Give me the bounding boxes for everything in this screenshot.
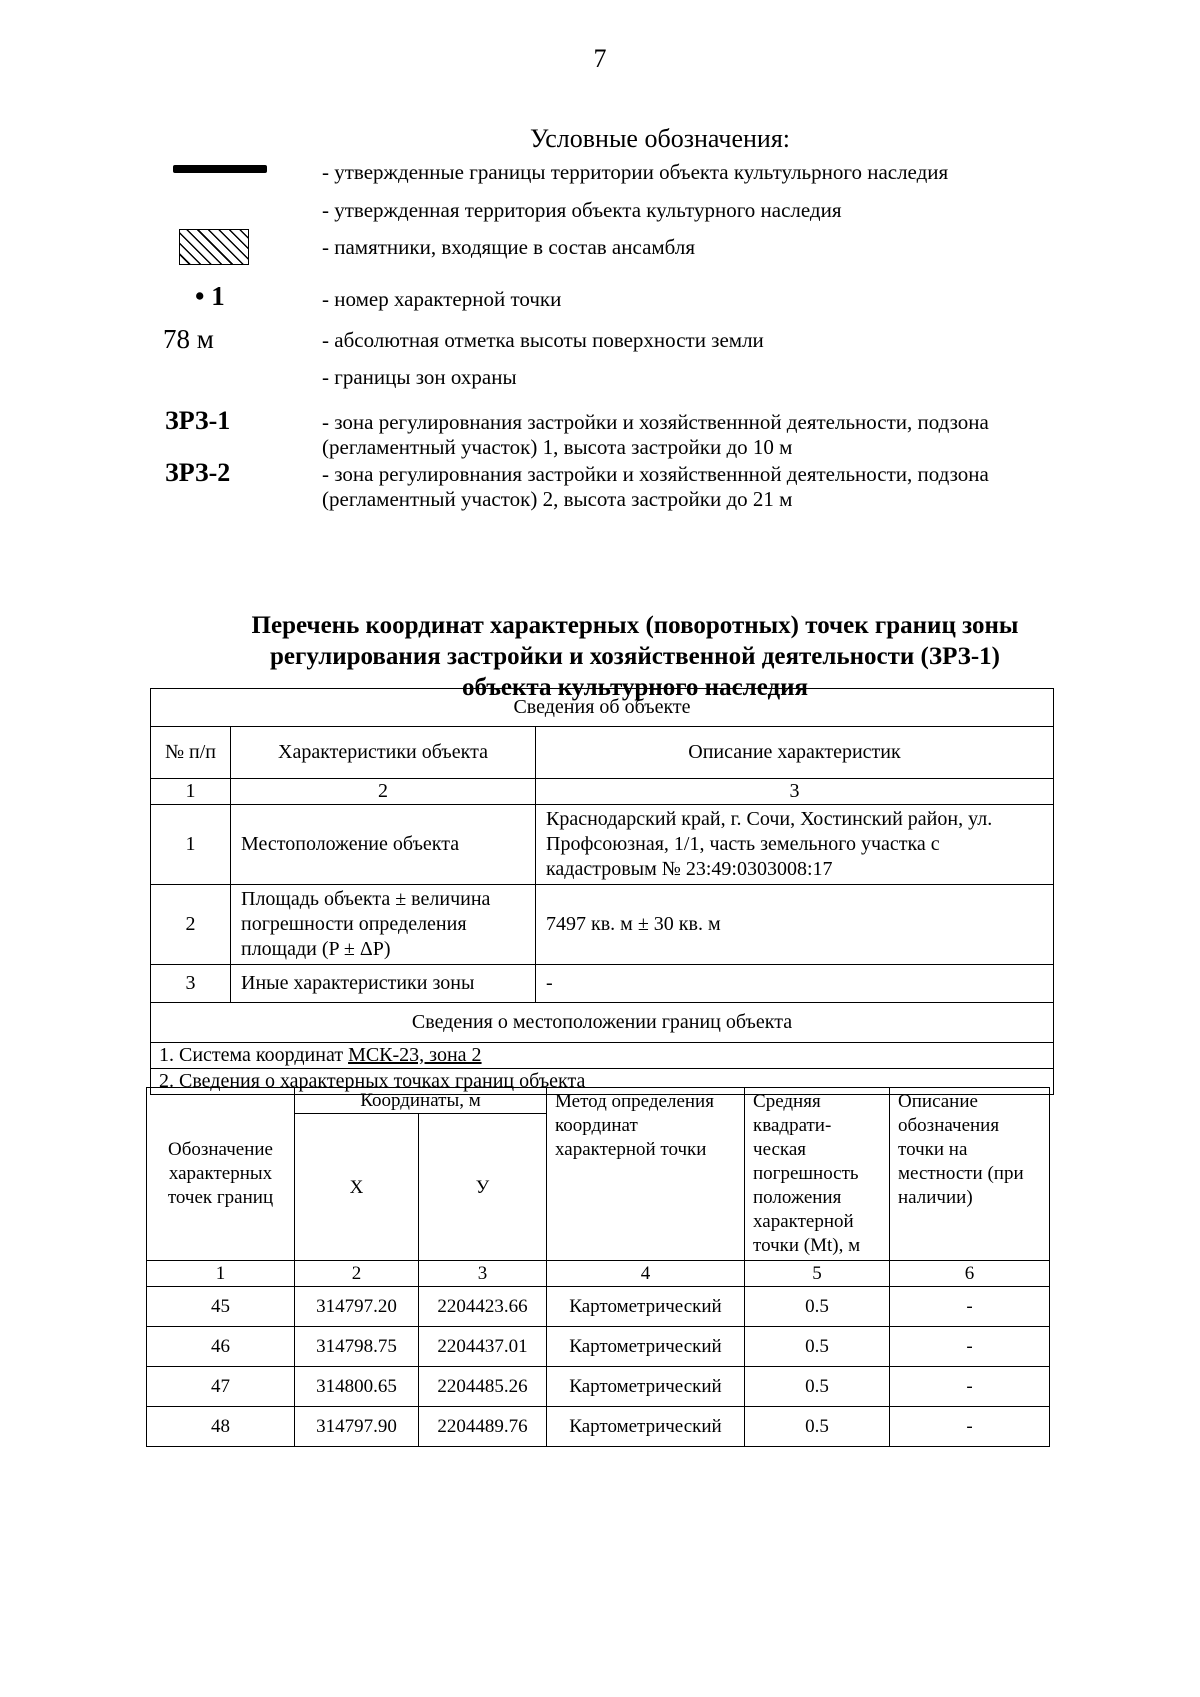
heading-line-2: регулирования застройки и хозяйственной деятельности (ЗРЗ-1) [269,643,1000,670]
coordinate-system: 1. Система координат МСК-23, зона 2 [151,1043,1054,1069]
legend-item-boundary: - утвержденные границы территории объекта культульрного наследия [165,160,1105,188]
header-error: Средняя квадрати-ческая погрешность положения характерной точки (Mt), м [745,1088,890,1261]
legend-item-zrz1: ЗРЗ-1 - зона регулировнания застройки и хозяйственнной деятельности, подзона (регламентный участок) 1, высота застройки до 10 м [165,406,989,459]
header-num: № п/п [151,727,231,779]
table-row: 46 314798.75 2204437.01 Картометрический 0.5 - [147,1327,1050,1367]
legend-title: Условные обозначения: [529,124,791,153]
legend-item-protection-zones: - границы зон охраны [322,365,517,389]
elevation-symbol: 78 м [163,324,214,354]
col-number: 3 [419,1261,547,1287]
table-row: 47 314800.65 2204485.26 Картометрический 0.5 - [147,1367,1050,1407]
hatched-rectangle-icon [179,229,299,265]
col-number: 1 [147,1261,295,1287]
points-table [146,1087,1050,1447]
thick-line-icon [165,165,285,173]
point-marker-icon: • 1 [195,281,225,311]
object-info-table [150,688,1054,1095]
header-y: У [419,1114,547,1261]
col-number: 2 [295,1261,419,1287]
header-characteristic: Характеристики объекта [231,727,536,779]
points-title: 2. Сведения о характерных точках границ объекта [151,1069,1054,1095]
object-info-title: Сведения об объекте [151,689,1054,727]
table-row: 1 Местоположение объекта Краснодарский край, г. Сочи, Хостинский район, ул. Профсоюзная, 1/1, часть земельного участка с кадастровым № 23:49:0303008:17 [151,805,1054,885]
col-number: 6 [890,1261,1050,1287]
table-row: 45 314797.20 2204423.66 Картометрический 0.5 - [147,1287,1050,1327]
col-number: 1 [151,779,231,805]
heading-line-1: Перечень координат характерных (поворотных) точек границ зоны [251,612,1019,639]
header-coordinates: Координаты, м [295,1088,547,1114]
col-number: 5 [745,1261,890,1287]
header-description: Описание характеристик [536,727,1054,779]
page-number: 7 [593,44,607,73]
legend-item-zrz2: ЗРЗ-2 - зона регулировнания застройки и хозяйственнной деятельности, подзона (регламентный участок) 2, высота застройки до 21 м [165,458,989,511]
table-row: 3 Иные характеристики зоны - [151,965,1054,1003]
table-row: 48 314797.90 2204489.76 Картометрический 0.5 - [147,1407,1050,1447]
header-x: X [295,1114,419,1261]
zrz2-symbol: ЗРЗ-2 [165,458,231,487]
header-method: Метод определения координат характерной точки [547,1088,745,1261]
legend-item-point-number: • 1 - номер характерной точки [195,281,562,311]
heading-line-3: объекта культурного наследия [461,674,809,701]
legend-item-monuments: - памятники, входящие в состав ансамбля [165,235,1105,275]
legend-item-territory: - утвержденная территория объекта культурного наследия [322,198,842,222]
col-number: 2 [231,779,536,805]
table-row: 2 Площадь объекта ± величина погрешности определения площади (P ± ΔP) 7497 кв. м ± 30 кв. м [151,885,1054,965]
col-number: 4 [547,1261,745,1287]
location-info-title: Сведения о местоположении границ объекта [151,1003,1054,1043]
header-point-description: Описание обозначения точки на местности (при наличии) [890,1088,1050,1261]
zrz1-symbol: ЗРЗ-1 [165,406,231,435]
col-number: 3 [536,779,1054,805]
legend-item-elevation: 78 м - абсолютная отметка высоты поверхности земли [163,324,764,354]
header-point: Обозначение характерных точек границ [147,1088,295,1261]
